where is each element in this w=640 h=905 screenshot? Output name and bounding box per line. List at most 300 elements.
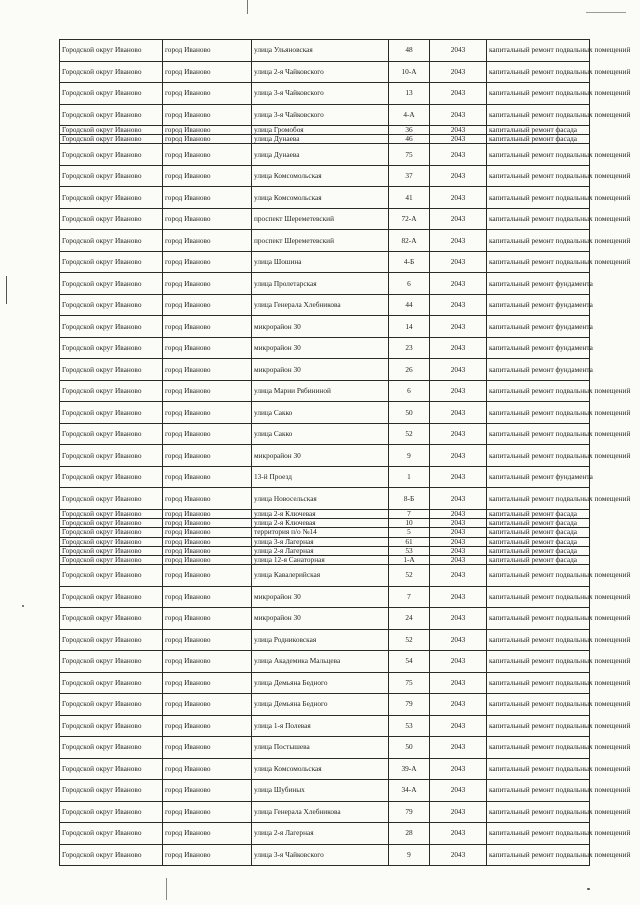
work-type-cell: капитальный ремонт подвальных помещений	[487, 187, 590, 209]
house-number-cell: 37	[389, 165, 430, 187]
table-row	[60, 83, 590, 105]
work-type-cell: капитальный ремонт подвальных помещений	[487, 565, 590, 587]
year-cell: 2043	[430, 144, 487, 166]
locality-cell: город Иваново	[163, 316, 252, 338]
work-type-cell: капитальный ремонт подвальных помещений	[487, 40, 590, 62]
year-cell: 2043	[430, 565, 487, 587]
locality-cell: город Иваново	[163, 546, 252, 555]
house-number-cell: 50	[389, 737, 430, 759]
work-type-cell: капитальный ремонт подвальных помещений	[487, 801, 590, 823]
house-number-cell: 79	[389, 694, 430, 716]
house-number-cell: 54	[389, 651, 430, 673]
work-type-cell: капитальный ремонт подвальных помещений	[487, 83, 590, 105]
locality-cell: город Иваново	[163, 823, 252, 845]
street-cell: улица Шубиных	[252, 780, 389, 802]
table-row	[60, 104, 590, 126]
table-row	[60, 555, 590, 564]
street-cell: улица Новосельская	[252, 488, 389, 510]
street-cell: улица Генерала Хлебникова	[252, 294, 389, 316]
work-type-cell: капитальный ремонт подвальных помещений	[487, 104, 590, 126]
municipality-cell: Городской округ Иваново	[60, 61, 163, 83]
locality-cell: город Иваново	[163, 337, 252, 359]
table-row	[60, 187, 590, 209]
year-cell: 2043	[430, 126, 487, 135]
street-cell: улица Дунаева	[252, 135, 389, 144]
house-number-cell: 36	[389, 126, 430, 135]
locality-cell: город Иваново	[163, 509, 252, 518]
municipality-cell: Городской округ Иваново	[60, 251, 163, 273]
house-number-cell: 82-А	[389, 230, 430, 252]
locality-cell: город Иваново	[163, 758, 252, 780]
municipality-cell: Городской округ Иваново	[60, 509, 163, 518]
table-row	[60, 273, 590, 295]
municipality-cell: Городской округ Иваново	[60, 40, 163, 62]
locality-cell: город Иваново	[163, 165, 252, 187]
year-cell: 2043	[430, 488, 487, 510]
house-number-cell: 61	[389, 537, 430, 546]
house-number-cell: 9	[389, 844, 430, 866]
house-number-cell: 1-А	[389, 555, 430, 564]
municipality-cell: Городской округ Иваново	[60, 83, 163, 105]
municipality-cell: Городской округ Иваново	[60, 537, 163, 546]
year-cell: 2043	[430, 104, 487, 126]
street-cell: микрорайон 30	[252, 586, 389, 608]
municipality-cell: Городской округ Иваново	[60, 672, 163, 694]
year-cell: 2043	[430, 608, 487, 630]
street-cell: улица Генерала Хлебникова	[252, 801, 389, 823]
house-number-cell: 8-Б	[389, 488, 430, 510]
table-row	[60, 61, 590, 83]
house-number-cell: 53	[389, 715, 430, 737]
municipality-cell: Городской округ Иваново	[60, 528, 163, 537]
year-cell: 2043	[430, 61, 487, 83]
work-type-cell: капитальный ремонт фасада	[487, 519, 590, 528]
street-cell: улица Академика Мальцева	[252, 651, 389, 673]
locality-cell: город Иваново	[163, 104, 252, 126]
locality-cell: город Иваново	[163, 402, 252, 424]
work-type-cell: капитальный ремонт подвальных помещений	[487, 251, 590, 273]
street-cell: улица Марии Рябининой	[252, 380, 389, 402]
scan-mark	[247, 0, 248, 14]
street-cell: улица Комсомольская	[252, 187, 389, 209]
house-number-cell: 9	[389, 445, 430, 467]
work-type-cell: капитальный ремонт фасада	[487, 546, 590, 555]
locality-cell: город Иваново	[163, 187, 252, 209]
municipality-cell: Городской округ Иваново	[60, 165, 163, 187]
municipality-cell: Городской округ Иваново	[60, 273, 163, 295]
work-type-cell: капитальный ремонт фасада	[487, 509, 590, 518]
work-type-cell: капитальный ремонт фасада	[487, 528, 590, 537]
locality-cell: город Иваново	[163, 528, 252, 537]
locality-cell: город Иваново	[163, 801, 252, 823]
table-row	[60, 337, 590, 359]
table-row	[60, 801, 590, 823]
locality-cell: город Иваново	[163, 273, 252, 295]
locality-cell: город Иваново	[163, 651, 252, 673]
locality-cell: город Иваново	[163, 694, 252, 716]
street-cell: улица 1-я Полевая	[252, 715, 389, 737]
work-type-cell: капитальный ремонт подвальных помещений	[487, 758, 590, 780]
work-type-cell: капитальный ремонт фундамента	[487, 337, 590, 359]
table-row	[60, 316, 590, 338]
street-cell: улица Сакко	[252, 402, 389, 424]
table-row	[60, 423, 590, 445]
work-type-cell: капитальный ремонт подвальных помещений	[487, 488, 590, 510]
year-cell: 2043	[430, 528, 487, 537]
year-cell: 2043	[430, 165, 487, 187]
house-number-cell: 44	[389, 294, 430, 316]
street-cell: микрорайон 30	[252, 445, 389, 467]
table-row	[60, 144, 590, 166]
year-cell: 2043	[430, 230, 487, 252]
municipality-cell: Городской округ Иваново	[60, 466, 163, 488]
house-number-cell: 28	[389, 823, 430, 845]
municipality-cell: Городской округ Иваново	[60, 801, 163, 823]
house-number-cell: 48	[389, 40, 430, 62]
table-row	[60, 823, 590, 845]
table-row	[60, 40, 590, 62]
house-number-cell: 72-А	[389, 208, 430, 230]
street-cell: улица 3-я Чайковского	[252, 104, 389, 126]
street-cell: микрорайон 30	[252, 608, 389, 630]
year-cell: 2043	[430, 758, 487, 780]
year-cell: 2043	[430, 402, 487, 424]
year-cell: 2043	[430, 715, 487, 737]
scan-mark	[586, 12, 626, 13]
year-cell: 2043	[430, 423, 487, 445]
street-cell: улица Постышева	[252, 737, 389, 759]
year-cell: 2043	[430, 672, 487, 694]
year-cell: 2043	[430, 40, 487, 62]
table-row	[60, 780, 590, 802]
work-type-cell: капитальный ремонт фундамента	[487, 316, 590, 338]
street-cell: микрорайон 30	[252, 337, 389, 359]
municipality-cell: Городской округ Иваново	[60, 126, 163, 135]
locality-cell: город Иваново	[163, 519, 252, 528]
municipality-cell: Городской округ Иваново	[60, 555, 163, 564]
house-number-cell: 14	[389, 316, 430, 338]
house-number-cell: 75	[389, 672, 430, 694]
house-number-cell: 7	[389, 509, 430, 518]
table-row	[60, 359, 590, 381]
municipality-cell: Городской округ Иваново	[60, 715, 163, 737]
municipality-cell: Городской округ Иваново	[60, 316, 163, 338]
table-row	[60, 445, 590, 467]
table-row	[60, 565, 590, 587]
work-type-cell: капитальный ремонт подвальных помещений	[487, 672, 590, 694]
year-cell: 2043	[430, 273, 487, 295]
work-type-cell: капитальный ремонт фундамента	[487, 466, 590, 488]
street-cell: проспект Шереметевский	[252, 208, 389, 230]
work-type-cell: капитальный ремонт подвальных помещений	[487, 61, 590, 83]
house-number-cell: 4-Б	[389, 251, 430, 273]
house-number-cell: 6	[389, 273, 430, 295]
street-cell: улица 3-я Чайковского	[252, 844, 389, 866]
year-cell: 2043	[430, 780, 487, 802]
year-cell: 2043	[430, 208, 487, 230]
work-type-cell: капитальный ремонт фундамента	[487, 359, 590, 381]
street-cell: улица Дунаева	[252, 144, 389, 166]
year-cell: 2043	[430, 629, 487, 651]
street-cell: улица 2-я Чайковского	[252, 61, 389, 83]
municipality-cell: Городской округ Иваново	[60, 780, 163, 802]
municipality-cell: Городской округ Иваново	[60, 737, 163, 759]
municipality-cell: Городской округ Иваново	[60, 359, 163, 381]
work-type-cell: капитальный ремонт подвальных помещений	[487, 844, 590, 866]
locality-cell: город Иваново	[163, 672, 252, 694]
year-cell: 2043	[430, 445, 487, 467]
work-type-cell: капитальный ремонт фундамента	[487, 273, 590, 295]
street-cell: улица Шошина	[252, 251, 389, 273]
locality-cell: город Иваново	[163, 135, 252, 144]
work-type-cell: капитальный ремонт подвальных помещений	[487, 380, 590, 402]
year-cell: 2043	[430, 555, 487, 564]
work-type-cell: капитальный ремонт подвальных помещений	[487, 230, 590, 252]
table-row	[60, 608, 590, 630]
municipality-cell: Городской округ Иваново	[60, 208, 163, 230]
work-type-cell: капитальный ремонт подвальных помещений	[487, 737, 590, 759]
table-row	[60, 528, 590, 537]
municipality-cell: Городской округ Иваново	[60, 104, 163, 126]
house-number-cell: 79	[389, 801, 430, 823]
house-number-cell: 7	[389, 586, 430, 608]
locality-cell: город Иваново	[163, 780, 252, 802]
locality-cell: город Иваново	[163, 629, 252, 651]
municipality-cell: Городской округ Иваново	[60, 488, 163, 510]
locality-cell: город Иваново	[163, 294, 252, 316]
year-cell: 2043	[430, 359, 487, 381]
locality-cell: город Иваново	[163, 380, 252, 402]
work-type-cell: капитальный ремонт фасада	[487, 135, 590, 144]
municipality-cell: Городской округ Иваново	[60, 565, 163, 587]
locality-cell: город Иваново	[163, 144, 252, 166]
scan-mark	[166, 878, 167, 900]
house-number-cell: 34-А	[389, 780, 430, 802]
municipality-cell: Городской округ Иваново	[60, 694, 163, 716]
municipality-cell: Городской округ Иваново	[60, 230, 163, 252]
municipality-cell: Городской округ Иваново	[60, 337, 163, 359]
work-type-cell: капитальный ремонт подвальных помещений	[487, 445, 590, 467]
work-type-cell: капитальный ремонт подвальных помещений	[487, 165, 590, 187]
scan-mark	[587, 888, 590, 890]
street-cell: улица Кавалерийская	[252, 565, 389, 587]
house-number-cell: 10-А	[389, 61, 430, 83]
table-row	[60, 165, 590, 187]
municipality-cell: Городской округ Иваново	[60, 423, 163, 445]
work-type-cell: капитальный ремонт подвальных помещений	[487, 629, 590, 651]
table-row	[60, 135, 590, 144]
locality-cell: город Иваново	[163, 423, 252, 445]
table-row	[60, 488, 590, 510]
year-cell: 2043	[430, 187, 487, 209]
work-type-cell: капитальный ремонт подвальных помещений	[487, 608, 590, 630]
street-cell: улица Пролетарская	[252, 273, 389, 295]
municipality-cell: Городской округ Иваново	[60, 608, 163, 630]
work-type-cell: капитальный ремонт подвальных помещений	[487, 694, 590, 716]
work-type-cell: капитальный ремонт подвальных помещений	[487, 144, 590, 166]
municipality-cell: Городской округ Иваново	[60, 135, 163, 144]
street-cell: улица Комсомольская	[252, 165, 389, 187]
house-number-cell: 6	[389, 380, 430, 402]
table-row	[60, 294, 590, 316]
street-cell: улица Родниковская	[252, 629, 389, 651]
work-type-cell: капитальный ремонт подвальных помещений	[487, 780, 590, 802]
house-number-cell: 52	[389, 629, 430, 651]
street-cell: улица Демьяна Бедного	[252, 694, 389, 716]
work-type-cell: капитальный ремонт подвальных помещений	[487, 208, 590, 230]
house-number-cell: 4-А	[389, 104, 430, 126]
house-number-cell: 75	[389, 144, 430, 166]
street-cell: улица Демьяна Бедного	[252, 672, 389, 694]
locality-cell: город Иваново	[163, 359, 252, 381]
locality-cell: город Иваново	[163, 537, 252, 546]
locality-cell: город Иваново	[163, 565, 252, 587]
street-cell: улица 2-я Ключевая	[252, 509, 389, 518]
table-row	[60, 672, 590, 694]
work-type-cell: капитальный ремонт фасада	[487, 537, 590, 546]
municipality-cell: Городской округ Иваново	[60, 758, 163, 780]
year-cell: 2043	[430, 586, 487, 608]
street-cell: микрорайон 30	[252, 316, 389, 338]
year-cell: 2043	[430, 251, 487, 273]
work-type-cell: капитальный ремонт подвальных помещений	[487, 423, 590, 445]
locality-cell: город Иваново	[163, 608, 252, 630]
street-cell: микрорайон 30	[252, 359, 389, 381]
year-cell: 2043	[430, 801, 487, 823]
street-cell: улица 3-я Лагерная	[252, 537, 389, 546]
year-cell: 2043	[430, 694, 487, 716]
municipality-cell: Городской округ Иваново	[60, 380, 163, 402]
locality-cell: город Иваново	[163, 83, 252, 105]
municipality-cell: Городской округ Иваново	[60, 445, 163, 467]
work-type-cell: капитальный ремонт фасада	[487, 126, 590, 135]
municipality-cell: Городской округ Иваново	[60, 402, 163, 424]
house-number-cell: 1	[389, 466, 430, 488]
locality-cell: город Иваново	[163, 40, 252, 62]
table-row	[60, 380, 590, 402]
house-number-cell: 26	[389, 359, 430, 381]
street-cell: улица Сакко	[252, 423, 389, 445]
locality-cell: город Иваново	[163, 230, 252, 252]
year-cell: 2043	[430, 519, 487, 528]
street-cell: 13-й Проезд	[252, 466, 389, 488]
locality-cell: город Иваново	[163, 715, 252, 737]
work-type-cell: капитальный ремонт фундамента	[487, 294, 590, 316]
street-cell: улица 2-я Лагерная	[252, 823, 389, 845]
table-row	[60, 737, 590, 759]
year-cell: 2043	[430, 337, 487, 359]
locality-cell: город Иваново	[163, 208, 252, 230]
scan-mark	[22, 605, 24, 607]
locality-cell: город Иваново	[163, 844, 252, 866]
municipality-cell: Городской округ Иваново	[60, 294, 163, 316]
table-row	[60, 629, 590, 651]
table-row	[60, 537, 590, 546]
locality-cell: город Иваново	[163, 488, 252, 510]
table-row	[60, 466, 590, 488]
house-number-cell: 5	[389, 528, 430, 537]
locality-cell: город Иваново	[163, 466, 252, 488]
house-number-cell: 41	[389, 187, 430, 209]
street-cell: проспект Шереметевский	[252, 230, 389, 252]
year-cell: 2043	[430, 546, 487, 555]
house-number-cell: 23	[389, 337, 430, 359]
house-number-cell: 39-А	[389, 758, 430, 780]
house-number-cell: 46	[389, 135, 430, 144]
street-cell: улица Ульяновская	[252, 40, 389, 62]
repair-schedule-table	[59, 39, 631, 866]
house-number-cell: 50	[389, 402, 430, 424]
year-cell: 2043	[430, 294, 487, 316]
municipality-cell: Городской округ Иваново	[60, 823, 163, 845]
table-row	[60, 230, 590, 252]
street-cell: улица 2-я Лагерная	[252, 546, 389, 555]
locality-cell: город Иваново	[163, 445, 252, 467]
locality-cell: город Иваново	[163, 555, 252, 564]
house-number-cell: 52	[389, 565, 430, 587]
table-row	[60, 651, 590, 673]
house-number-cell: 10	[389, 519, 430, 528]
municipality-cell: Городской округ Иваново	[60, 586, 163, 608]
year-cell: 2043	[430, 316, 487, 338]
year-cell: 2043	[430, 83, 487, 105]
locality-cell: город Иваново	[163, 737, 252, 759]
locality-cell: город Иваново	[163, 61, 252, 83]
street-cell: улица 2-я Ключевая	[252, 519, 389, 528]
year-cell: 2043	[430, 509, 487, 518]
municipality-cell: Городской округ Иваново	[60, 651, 163, 673]
year-cell: 2043	[430, 380, 487, 402]
house-number-cell: 24	[389, 608, 430, 630]
table-row	[60, 208, 590, 230]
year-cell: 2043	[430, 823, 487, 845]
work-type-cell: капитальный ремонт подвальных помещений	[487, 402, 590, 424]
street-cell: территория п/о №14	[252, 528, 389, 537]
year-cell: 2043	[430, 466, 487, 488]
municipality-cell: Городской округ Иваново	[60, 144, 163, 166]
work-type-cell: капитальный ремонт подвальных помещений	[487, 586, 590, 608]
street-cell: улица 3-я Чайковского	[252, 83, 389, 105]
table-row	[60, 758, 590, 780]
year-cell: 2043	[430, 844, 487, 866]
street-cell: улица Громобоя	[252, 126, 389, 135]
locality-cell: город Иваново	[163, 251, 252, 273]
year-cell: 2043	[430, 135, 487, 144]
locality-cell: город Иваново	[163, 126, 252, 135]
municipality-cell: Городской округ Иваново	[60, 519, 163, 528]
work-type-cell: капитальный ремонт фасада	[487, 555, 590, 564]
table-row	[60, 844, 590, 866]
municipality-cell: Городской округ Иваново	[60, 546, 163, 555]
work-type-cell: капитальный ремонт подвальных помещений	[487, 715, 590, 737]
table-row	[60, 586, 590, 608]
house-number-cell: 13	[389, 83, 430, 105]
table-row	[60, 251, 590, 273]
year-cell: 2043	[430, 537, 487, 546]
table-body	[60, 40, 631, 866]
work-type-cell: капитальный ремонт подвальных помещений	[487, 823, 590, 845]
locality-cell: город Иваново	[163, 586, 252, 608]
municipality-cell: Городской округ Иваново	[60, 187, 163, 209]
house-number-cell: 52	[389, 423, 430, 445]
scan-mark	[6, 276, 7, 304]
table-row	[60, 715, 590, 737]
municipality-cell: Городской округ Иваново	[60, 629, 163, 651]
street-cell: улица Комсомольская	[252, 758, 389, 780]
table-row	[60, 402, 590, 424]
municipality-cell: Городской округ Иваново	[60, 844, 163, 866]
table-row	[60, 694, 590, 716]
